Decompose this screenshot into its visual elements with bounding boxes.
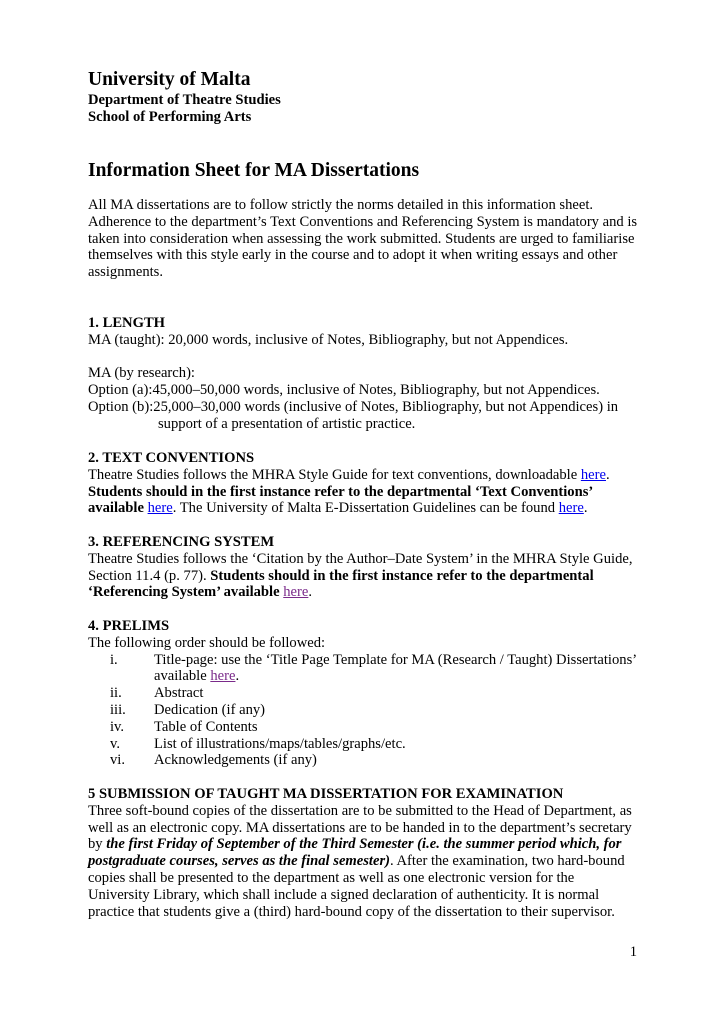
department-header <box>88 92 639 126</box>
list-item-text: Table of Contents <box>154 718 258 735</box>
option-a <box>88 382 639 399</box>
section-submission <box>88 786 639 920</box>
department-name: Department of Theatre Studies <box>88 92 281 108</box>
submission-deadline: the first Friday of September of the Third Semester (i.e. the summer period which, for postgraduate courses, serves as the final semester) <box>88 836 622 870</box>
list-item-text: Dedication (if any) <box>154 701 266 718</box>
taught-length: MA (taught): 20,000 words, inclusive of Notes, Bibliography, but not Appendices. <box>88 331 569 348</box>
list-item-text: Acknowledgements (if any) <box>154 752 317 769</box>
section-heading: 4. PRELIMS <box>88 618 170 634</box>
referencing-system-link[interactable]: here <box>283 584 309 601</box>
section-prelims <box>88 618 639 769</box>
section-heading: 2. TEXT CONVENTIONS <box>88 450 255 466</box>
list-item-number: vi. <box>110 752 125 769</box>
section-length <box>88 315 639 433</box>
list-item-number: i. <box>110 651 118 668</box>
option-a-text: 45,000–50,000 words, inclusive of Notes, Bibliography, but not Appendices. <box>152 382 600 399</box>
list-item <box>88 652 639 686</box>
research-label: MA (by research): <box>88 365 195 382</box>
section-heading: 1. LENGTH <box>88 315 166 331</box>
submission-text-1: Three soft-bound copies of the dissertation are to be submitted to the Head of Department, as well as an electronic copy. MA dissertations are to be handed in to the department’s secretary by <box>88 802 632 853</box>
e-dissertation-guidelines-link[interactable]: here <box>558 500 584 517</box>
option-b-continuation: support of a presentation of artistic practice. <box>158 415 416 432</box>
option-a-label: Option (a): <box>88 382 153 399</box>
list-item-number: iii. <box>110 701 126 718</box>
submission-text-2: . After the examination, two hard-bound copies shall be presented to the department as well as one electronic version for the University Library, which shall include a signed declaration of authenticity. It is normal practice that students give a (third) hard-bound copy of the dissertation to their supervisor. <box>88 853 625 920</box>
option-b-label: Option (b): <box>88 398 154 415</box>
list-item-text: List of illustrations/maps/tables/graphs/etc. <box>154 735 406 752</box>
text-conventions-instruction: Students should in the first instance refer to the departmental ‘Text Conventions’ available <box>88 483 593 517</box>
list-item <box>88 685 639 702</box>
referencing-instruction: Students should in the first instance refer to the departmental ‘Referencing System’ available <box>88 567 594 601</box>
submission-paragraph <box>88 803 639 921</box>
text-conventions-line: Theatre Studies follows the MHRA Style Guide for text conventions, downloadable <box>88 466 581 483</box>
intro-paragraph: All MA dissertations are to follow strictly the norms detailed in this information sheet. Adherence to the department’s Text Conventions and Referencing System is mandatory and is taken into consideration when assessing the work submitted. Students are urged to familiarise themselves with this style early in the course and to adopt it when writing essays and other assignments. <box>88 197 638 281</box>
list-item-text: Title-page: use the ‘Title Page Template for MA (Research / Taught) Dissertations’ available here. <box>154 651 637 685</box>
section-text-conventions <box>88 450 639 517</box>
list-item-number: v. <box>110 735 120 752</box>
option-b-text: 25,000–30,000 words (inclusive of Notes, Bibliography, but not Appendices) in <box>153 398 619 415</box>
page-title: Information Sheet for MA Dissertations <box>88 160 420 181</box>
list-item <box>88 752 639 769</box>
list-item-number: iv. <box>110 718 125 735</box>
list-item-text: Abstract <box>154 685 204 702</box>
title-page-template-link[interactable]: here <box>210 668 236 685</box>
prelims-intro: The following order should be followed: <box>88 634 326 651</box>
section-referencing <box>88 534 639 601</box>
list-item <box>88 702 639 719</box>
page-number: 1 <box>629 944 637 960</box>
university-name: University of Malta <box>88 69 251 90</box>
section-heading: 5 SUBMISSION OF TAUGHT MA DISSERTATION FOR EXAMINATION <box>88 786 564 802</box>
list-item-number: ii. <box>110 685 122 702</box>
text-conventions-link[interactable]: here <box>147 500 173 517</box>
text-conventions-paragraph: Theatre Studies follows the MHRA Style Guide for text conventions, downloadable here. Students should in the first instance refer to the departmental ‘Text Conventions’ available here. The University of Malta E-Dissertation Guidelines can be found here. <box>88 466 610 517</box>
mhra-style-guide-link[interactable]: here <box>580 466 606 483</box>
referencing-paragraph: Theatre Studies follows the ‘Citation by the Author–Date System’ in the MHRA Style Guide, Section 11.4 (p. 77). Students should in the first instance refer to the departmental ‘Referencing System’ available here. <box>88 550 633 601</box>
referencing-text: Theatre Studies follows the ‘Citation by the Author–Date System’ in the MHRA Style Guide, Section 11.4 (p. 77). <box>88 550 633 584</box>
list-item <box>88 736 639 753</box>
school-name: School of Performing Arts <box>88 108 252 125</box>
option-b <box>88 399 639 416</box>
section-heading: 3. REFERENCING SYSTEM <box>88 534 275 550</box>
list-item <box>88 719 639 736</box>
e-dissertation-text: . The University of Malta E-Dissertation Guidelines can be found <box>172 500 559 517</box>
